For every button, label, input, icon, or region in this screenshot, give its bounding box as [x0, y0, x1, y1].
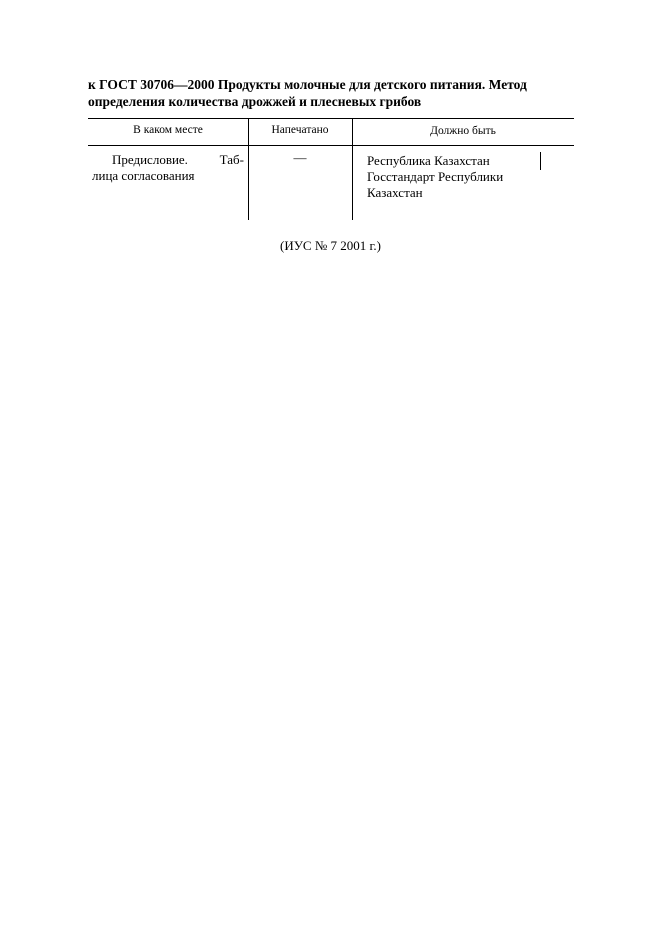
title-line-1: к ГОСТ 30706—2000 Продукты молочные для детского питания. Метод [88, 77, 527, 92]
title-line-2: определения количества дрожжей и плесневых грибов [88, 94, 422, 109]
header-should-be: Должно быть [430, 125, 496, 137]
source-reference: (ИУС № 7 2001 г.) [280, 238, 381, 253]
cell-where [92, 152, 244, 184]
table-header-rule [88, 145, 574, 146]
table-top-rule [88, 118, 574, 119]
header-where: В каком месте [133, 124, 203, 136]
cell-should-be-line-3: Казахстан [367, 185, 423, 200]
amendment-title [88, 76, 574, 110]
correction-table [88, 118, 574, 220]
cell-where-line-1: Предисловие. Таб- [112, 152, 244, 167]
cell-should-be-line-2: Госстандарт Республики [367, 169, 504, 184]
change-marker-bar [540, 152, 541, 170]
cell-printed: — [293, 150, 307, 165]
cell-should-be [367, 153, 567, 201]
cell-should-be-line-1: Республика Казахстан [367, 153, 490, 168]
cell-where-line-2: лица согласования [92, 168, 195, 183]
header-printed: Напечатано [271, 124, 329, 136]
